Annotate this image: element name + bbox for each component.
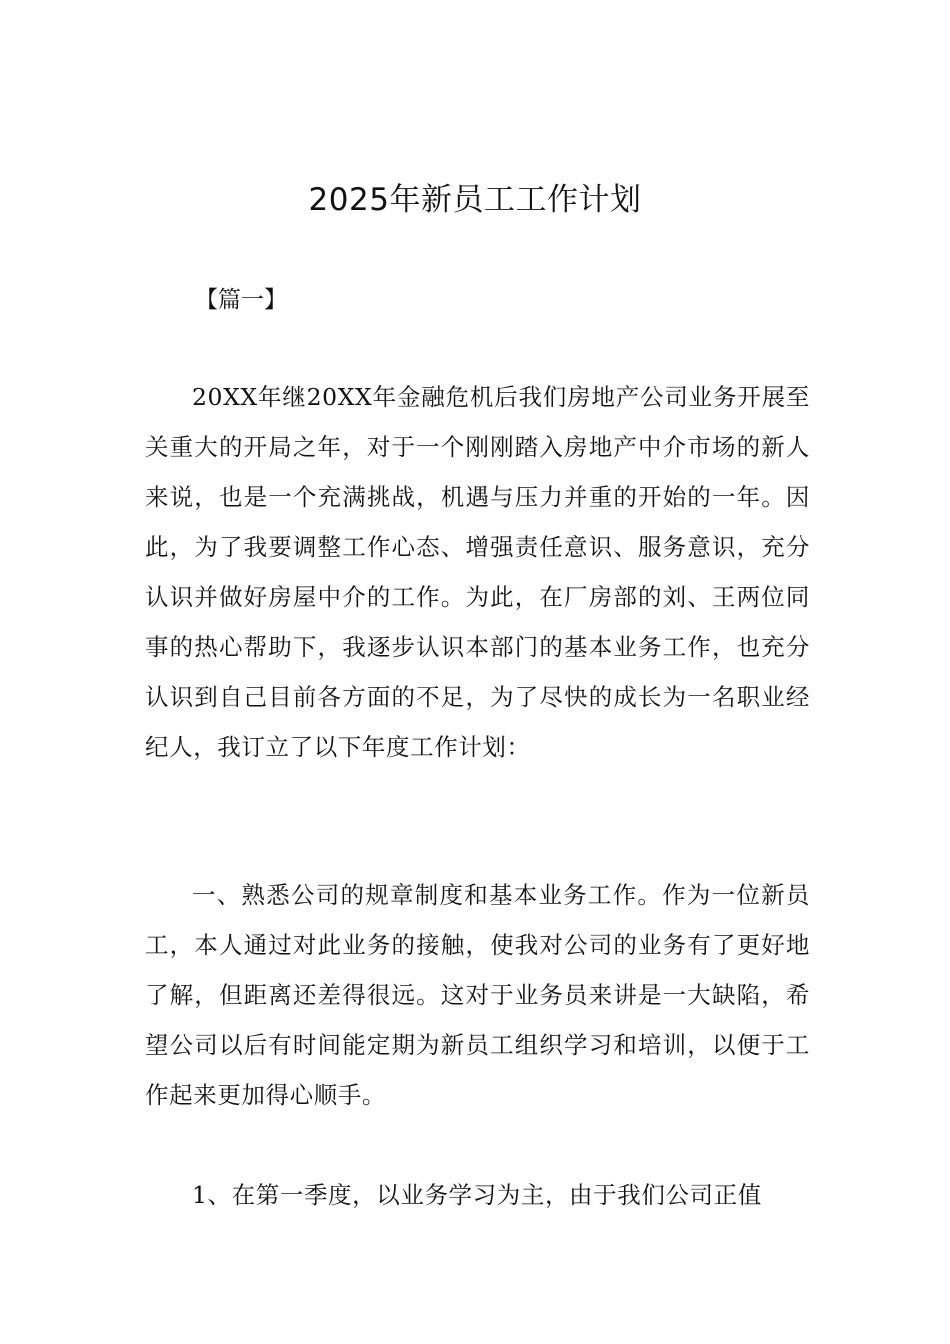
section-label: 【篇一】 [195,287,287,313]
paragraph-point-one: 一、熟悉公司的规章制度和基本业务工作。作为一位新员工，本人通过对此业务的接触，使我对公司的业务有了更好地了解，但距离还差得很远。这对于业务员来讲是一大缺陷，希望公司以后有时间能定期为新员工组织学习和培训，以便于工作起来更加得心顺手。 [145,881,810,1109]
paragraph-intro: 20XX年继20XX年金融危机后我们房地产公司业务开展至关重大的开局之年，对于一个刚刚踏入房地产中介市场的新人来说，也是一个充满挑战，机遇与压力并重的开始的一年。因此，为了我要调整工作心态、增强责任意识、服务意识，充分认识并做好房屋中介的工作。为此，在厂房部的刘、王两位同事的热心帮助下，我逐步认识本部门的基本业务工作，也充分认识到自己目前各方面的不足，为了尽快的成长为一名职业经纪人，我订立了以下年度工作计划： [145,383,810,761]
paragraph-first-quarter: 1、在第一季度，以业务学习为主，由于我们公司正值 [192,1181,762,1209]
document-title: 2025年新员工工作计划 [308,182,642,218]
